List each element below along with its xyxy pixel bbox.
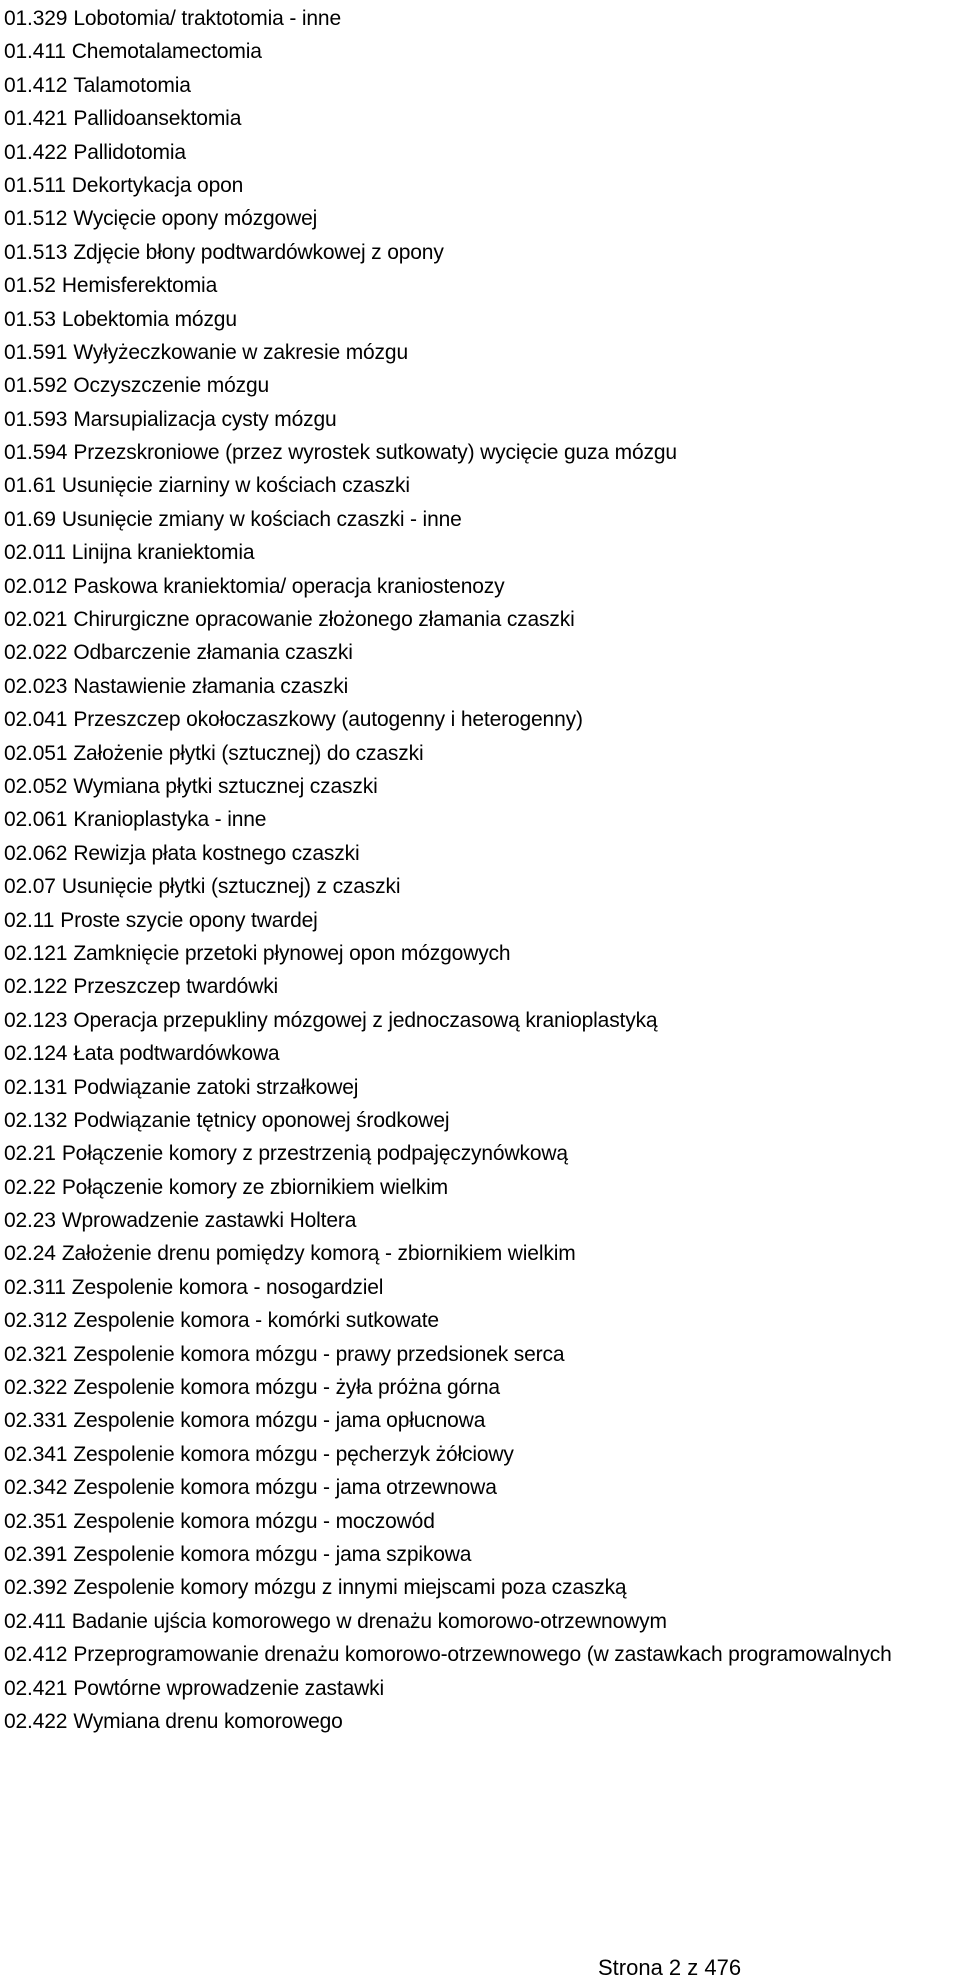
procedure-name: Wycięcie opony mózgowej	[73, 207, 318, 231]
procedure-name: Zespolenie komory mózgu z innymi miejscami poza czaszką	[73, 1576, 627, 1600]
list-item	[4, 1571, 892, 1604]
list-item	[4, 1605, 892, 1638]
procedure-code: 02.322	[4, 1376, 68, 1400]
list-item	[4, 169, 892, 202]
list-item	[4, 1137, 892, 1170]
procedure-code: 01.593	[4, 407, 68, 431]
procedure-name: Marsupializacja cysty mózgu	[73, 407, 337, 431]
list-item	[4, 1471, 892, 1504]
procedure-name: Zespolenie komora mózgu - prawy przedsionek serca	[73, 1342, 565, 1366]
procedure-name: Podwiązanie zatoki strzałkowej	[73, 1075, 359, 1099]
list-item	[4, 536, 892, 569]
procedure-name: Usunięcie płytki (sztucznej) z czaszki	[61, 875, 401, 899]
list-item	[4, 737, 892, 770]
procedure-name: Zespolenie komora mózgu - jama otrzewnowa	[73, 1476, 497, 1500]
procedure-name: Nastawienie złamania czaszki	[73, 674, 349, 698]
procedure-name: Zespolenie komora mózgu - jama opłucnowa	[73, 1409, 486, 1433]
procedure-code: 02.123	[4, 1008, 68, 1032]
procedure-code: 02.331	[4, 1409, 68, 1433]
procedure-code: 01.412	[4, 73, 68, 97]
procedure-name: Przezskroniowe (przez wyrostek sutkowaty) wycięcie guza mózgu	[73, 441, 677, 465]
list-item	[4, 1004, 892, 1037]
procedure-name: Wprowadzenie zastawki Holtera	[61, 1209, 357, 1233]
list-item	[4, 469, 892, 502]
procedure-name: Zdjęcie błony podtwardówkowej z opony	[73, 240, 444, 264]
procedure-code: 02.11	[4, 908, 55, 932]
procedure-name: Zespolenie komora mózgu - żyła próżna górna	[73, 1376, 500, 1400]
procedure-name: Linijna kraniektomia	[71, 541, 255, 565]
list-item	[4, 136, 892, 169]
procedure-name: Kranioplastyka - inne	[73, 808, 267, 832]
procedure-code: 02.412	[4, 1643, 68, 1667]
procedure-code: 02.341	[4, 1442, 68, 1466]
procedure-code: 02.131	[4, 1075, 68, 1099]
procedure-name: Połączenie komory ze zbiornikiem wielkim	[61, 1175, 448, 1199]
procedure-code: 02.121	[4, 941, 68, 965]
procedure-code: 01.69	[4, 507, 56, 531]
list-item	[4, 1638, 892, 1671]
list-item	[4, 837, 892, 870]
procedure-name: Usunięcie zmiany w kościach czaszki - inne	[61, 507, 462, 531]
list-item	[4, 269, 892, 302]
list-item	[4, 236, 892, 269]
procedure-code: 02.312	[4, 1309, 68, 1333]
procedure-code: 02.23	[4, 1209, 56, 1233]
list-item	[4, 102, 892, 135]
procedure-name: Badanie ujścia komorowego w drenażu komorowo-otrzewnowym	[71, 1609, 667, 1633]
procedure-code: 02.24	[4, 1242, 56, 1266]
procedure-name: Połączenie komory z przestrzenią podpajęczynówkową	[61, 1142, 568, 1166]
procedure-name: Chemotalamectomia	[71, 40, 262, 64]
procedure-code: 02.422	[4, 1709, 68, 1733]
procedure-code: 02.122	[4, 975, 68, 999]
list-item	[4, 1338, 892, 1371]
list-item	[4, 1371, 892, 1404]
list-item	[4, 303, 892, 336]
procedure-code: 02.023	[4, 674, 68, 698]
procedure-name: Operacja przepukliny mózgowej z jednoczasową kranioplastyką	[73, 1008, 658, 1032]
procedure-code: 02.311	[4, 1275, 66, 1299]
procedure-name: Odbarczenie złamania czaszki	[73, 641, 353, 665]
list-item	[4, 1037, 892, 1070]
list-item	[4, 670, 892, 703]
list-item	[4, 336, 892, 369]
list-item	[4, 436, 892, 469]
list-item	[4, 970, 892, 1003]
procedure-code: 01.61	[4, 474, 56, 498]
procedure-name: Pallidoansektomia	[73, 107, 242, 131]
procedure-code: 02.22	[4, 1175, 56, 1199]
procedure-name: Zespolenie komora mózgu - moczowód	[73, 1509, 435, 1533]
procedure-code: 01.329	[4, 7, 68, 30]
procedure-name: Podwiązanie tętnicy oponowej środkowej	[73, 1108, 450, 1132]
procedure-name: Wyłyżeczkowanie w zakresie mózgu	[73, 340, 408, 364]
list-item	[4, 770, 892, 803]
procedure-code: 02.07	[4, 875, 56, 899]
procedure-name: Lobotomia/ traktotomia - inne	[73, 7, 341, 30]
procedure-name: Powtórne wprowadzenie zastawki	[73, 1676, 384, 1700]
procedure-code: 02.321	[4, 1342, 68, 1366]
list-item	[4, 1705, 892, 1738]
list-item	[4, 636, 892, 669]
list-item	[4, 503, 892, 536]
list-item	[4, 35, 892, 68]
procedure-name: Paskowa kraniektomia/ operacja kraniostenozy	[73, 574, 505, 598]
list-item	[4, 1204, 892, 1237]
list-item	[4, 937, 892, 970]
list-item	[4, 570, 892, 603]
procedure-name: Zespolenie komora mózgu - jama szpikowa	[73, 1542, 472, 1566]
list-item	[4, 202, 892, 235]
list-item	[4, 1505, 892, 1538]
list-item	[4, 1271, 892, 1304]
procedure-code: 01.422	[4, 140, 68, 164]
list-item	[4, 69, 892, 102]
procedure-code: 01.591	[4, 340, 68, 364]
procedure-code: 02.052	[4, 774, 68, 798]
procedure-code: 02.124	[4, 1042, 68, 1066]
procedure-code: 02.342	[4, 1476, 68, 1500]
list-item	[4, 1237, 892, 1270]
procedure-name: Oczyszczenie mózgu	[73, 374, 270, 398]
procedure-name: Zespolenie komora - nosogardziel	[71, 1275, 384, 1299]
procedure-code: 02.391	[4, 1542, 68, 1566]
procedure-code: 02.132	[4, 1108, 68, 1132]
list-item	[4, 403, 892, 436]
procedure-name: Przeszczep okołoczaszkowy (autogenny i heterogenny)	[73, 708, 583, 732]
procedure-code: 01.512	[4, 207, 68, 231]
procedure-name: Wymiana płytki sztucznej czaszki	[73, 774, 378, 798]
page-number: Strona 2 z 476	[598, 1955, 742, 1980]
procedure-code: 01.52	[4, 274, 56, 298]
procedure-code: 01.513	[4, 240, 68, 264]
procedure-name: Przeszczep twardówki	[73, 975, 279, 999]
procedure-code: 01.421	[4, 107, 68, 131]
list-item	[4, 703, 892, 736]
procedure-code: 02.392	[4, 1576, 68, 1600]
procedure-name: Wymiana drenu komorowego	[73, 1709, 343, 1733]
procedure-name: Zamknięcie przetoki płynowej opon mózgowych	[73, 941, 511, 965]
list-item	[4, 1404, 892, 1437]
procedure-name: Proste szycie opony twardej	[60, 908, 318, 932]
procedure-code: 02.012	[4, 574, 68, 598]
procedure-code: 01.411	[4, 40, 66, 64]
procedure-name: Łata podtwardówkowa	[73, 1042, 280, 1066]
procedure-name: Zespolenie komora mózgu - pęcherzyk żółciowy	[73, 1442, 514, 1466]
list-item	[4, 1304, 892, 1337]
procedure-code: 02.022	[4, 641, 68, 665]
procedure-name: Talamotomia	[73, 73, 191, 97]
list-item	[4, 803, 892, 836]
list-item	[4, 1071, 892, 1104]
procedure-code-list	[4, 2, 892, 1738]
procedure-code: 02.021	[4, 608, 68, 632]
procedure-code: 02.351	[4, 1509, 68, 1533]
procedure-name: Usunięcie ziarniny w kościach czaszki	[61, 474, 410, 498]
procedure-name: Pallidotomia	[73, 140, 186, 164]
procedure-name: Dekortykacja opon	[71, 173, 244, 197]
list-item	[4, 1672, 892, 1705]
procedure-code: 02.011	[4, 541, 66, 565]
list-item	[4, 1538, 892, 1571]
list-item	[4, 603, 892, 636]
procedure-code: 01.511	[4, 173, 66, 197]
list-item	[4, 1438, 892, 1471]
procedure-code: 02.421	[4, 1676, 68, 1700]
procedure-code: 01.53	[4, 307, 56, 331]
list-item	[4, 2, 892, 35]
list-item	[4, 904, 892, 937]
procedure-name: Lobektomia mózgu	[61, 307, 237, 331]
procedure-name: Przeprogramowanie drenażu komorowo-otrzewnowego (w zastawkach programowalnych	[73, 1643, 892, 1667]
procedure-name: Rewizja płata kostnego czaszki	[73, 841, 360, 865]
procedure-name: Założenie drenu pomiędzy komorą - zbiornikiem wielkim	[61, 1242, 576, 1266]
procedure-code: 01.592	[4, 374, 68, 398]
procedure-name: Zespolenie komora - komórki sutkowate	[73, 1309, 439, 1333]
procedure-name: Hemisferektomia	[61, 274, 218, 298]
list-item	[4, 1104, 892, 1137]
procedure-code: 02.21	[4, 1142, 56, 1166]
procedure-name: Założenie płytki (sztucznej) do czaszki	[73, 741, 424, 765]
procedure-code: 02.051	[4, 741, 68, 765]
procedure-code: 02.041	[4, 708, 68, 732]
procedure-name: Chirurgiczne opracowanie złożonego złamania czaszki	[73, 608, 575, 632]
list-item	[4, 369, 892, 402]
procedure-code: 01.594	[4, 441, 68, 465]
list-item	[4, 870, 892, 903]
list-item	[4, 1171, 892, 1204]
procedure-code: 02.062	[4, 841, 68, 865]
procedure-code: 02.411	[4, 1609, 66, 1633]
procedure-code: 02.061	[4, 808, 68, 832]
